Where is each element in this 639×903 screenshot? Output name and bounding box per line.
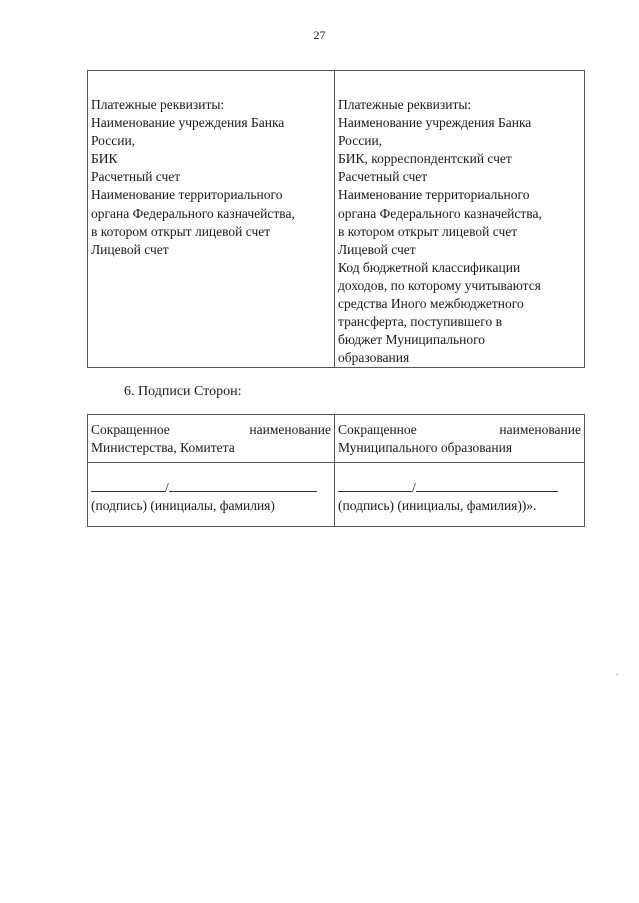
signature-line [338,477,581,497]
requisites-line: Код бюджетной классификации [338,259,521,275]
signature-blank [91,477,165,492]
requisites-line: России, [338,133,383,149]
requisites-line: образования [338,350,410,366]
scan-speck [616,674,618,675]
header-line: Министерства, Комитета [91,440,235,455]
requisites-line: Расчетный счет [338,169,428,185]
payment-requisites-table [87,70,585,368]
signature-caption: (подпись) (инициалы, фамилия) [91,498,275,513]
signature-slash: / [165,480,169,495]
requisites-line: трансферта, поступившего в [338,314,502,330]
requisites-line: средства Иного межбюджетного [338,296,524,312]
signatures-table [87,414,585,527]
requisites-line: доходов, по которому учитываются [338,277,541,293]
signature-left-cell [88,463,335,527]
signature-blank [338,477,412,492]
requisites-line: Наименование учреждения Банка [91,115,285,131]
requisites-line: Наименование территориального [91,187,283,203]
signature-caption: (подпись) (инициалы, фамилия))». [338,498,537,513]
signature-line [91,477,331,497]
table-row [88,71,585,368]
requisites-line: Лицевой счет [338,241,416,257]
table-row [88,415,585,463]
requisites-line: бюджет Муниципального [338,332,486,348]
requisites-line: Наименование учреждения Банка [338,115,532,131]
header-word: Сокращенное [338,422,417,437]
signature-right-cell [335,463,585,527]
requisites-line: БИК [91,151,118,167]
table-row [88,463,585,527]
page-number: 27 [313,28,326,42]
requisites-line: в котором открыт лицевой счет [338,223,518,239]
requisites-line: в котором открыт лицевой счет [91,223,271,239]
name-blank [416,477,558,492]
requisites-line: органа Федерального казначейства, [338,205,542,221]
requisites-line: органа Федерального казначейства, [91,205,295,221]
requisites-line: Расчетный счет [91,169,181,185]
requisites-line: Платежные реквизиты: [338,97,472,112]
requisites-left-cell [88,71,335,368]
requisites-line: России, [91,133,136,149]
header-line: Муниципального образования [338,440,513,455]
signature-slash: / [412,480,416,495]
requisites-line: БИК, корреспондентский счет [338,151,512,167]
requisites-right-cell [335,71,585,368]
requisites-line: Наименование территориального [338,187,530,203]
requisites-line: Лицевой счет [91,241,169,257]
header-word: Сокращенное [91,422,170,437]
header-word: наименование [249,422,331,437]
header-word: наименование [499,422,581,437]
signatures-right-header [335,415,585,463]
requisites-line: Платежные реквизиты: [91,97,225,112]
signatures-left-header [88,415,335,463]
name-blank [169,477,317,492]
section-title: 6. Подписи Сторон: [124,384,242,399]
